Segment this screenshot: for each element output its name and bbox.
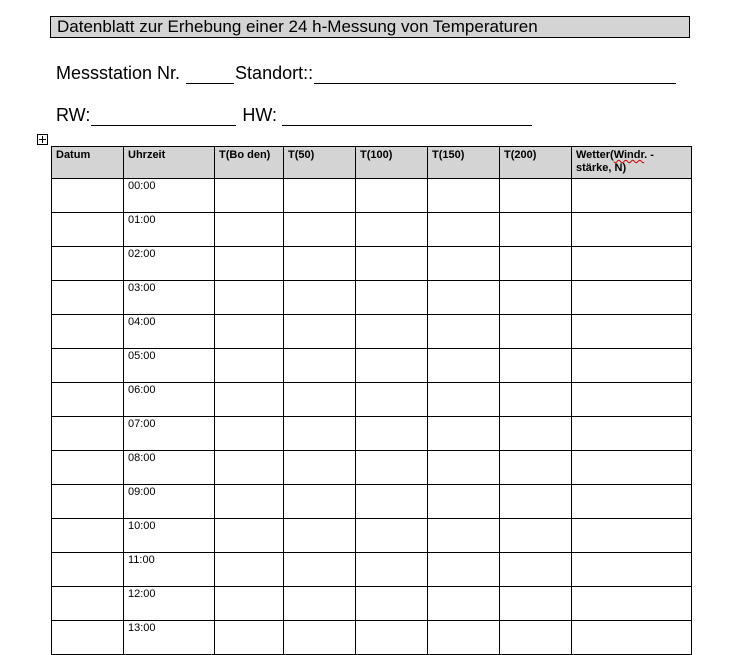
cell-uhrzeit[interactable]: 12:00	[124, 587, 215, 621]
station-label: Messstation Nr.	[56, 63, 181, 83]
standort-blank[interactable]	[314, 65, 676, 84]
table-body	[52, 179, 692, 655]
table-row	[52, 213, 692, 247]
table-row	[52, 179, 692, 213]
cell-t100[interactable]	[356, 281, 428, 315]
cell-t100[interactable]	[356, 587, 428, 621]
cell-t50[interactable]	[284, 281, 356, 315]
cell-t-boden[interactable]	[215, 553, 284, 587]
cell-wetter[interactable]	[572, 621, 692, 655]
cell-uhrzeit[interactable]: 09:00	[124, 485, 215, 519]
cell-datum[interactable]	[52, 281, 124, 315]
cell-t100[interactable]	[356, 621, 428, 655]
cell-wetter[interactable]	[572, 417, 692, 451]
cell-t-boden[interactable]	[215, 213, 284, 247]
cell-t100[interactable]	[356, 519, 428, 553]
cell-datum[interactable]	[52, 621, 124, 655]
cell-datum[interactable]	[52, 519, 124, 553]
table-row	[52, 451, 692, 485]
cell-uhrzeit[interactable]: 10:00	[124, 519, 215, 553]
cell-uhrzeit[interactable]: 01:00	[124, 213, 215, 247]
cell-datum[interactable]	[52, 213, 124, 247]
cell-t-boden[interactable]	[215, 281, 284, 315]
cell-t150[interactable]	[428, 485, 500, 519]
cell-t50[interactable]	[284, 451, 356, 485]
cell-t200[interactable]	[500, 417, 572, 451]
table-header-row	[52, 147, 692, 179]
cell-t100[interactable]	[356, 349, 428, 383]
cell-t50[interactable]	[284, 485, 356, 519]
hw-label: HW:	[242, 105, 278, 125]
cell-t200[interactable]	[500, 179, 572, 213]
cell-datum[interactable]	[52, 349, 124, 383]
cell-t100[interactable]	[356, 417, 428, 451]
cell-t200[interactable]	[500, 451, 572, 485]
cell-t50[interactable]	[284, 519, 356, 553]
cell-wetter[interactable]	[572, 519, 692, 553]
cell-t200[interactable]	[500, 213, 572, 247]
cell-t150[interactable]	[428, 349, 500, 383]
table-row	[52, 349, 692, 383]
cell-wetter[interactable]	[572, 383, 692, 417]
cell-t-boden[interactable]	[215, 247, 284, 281]
cell-t-boden[interactable]	[215, 621, 284, 655]
cell-uhrzeit[interactable]: 08:00	[124, 451, 215, 485]
cell-t-boden[interactable]	[215, 315, 284, 349]
cell-t50[interactable]	[284, 553, 356, 587]
cell-t200[interactable]	[500, 281, 572, 315]
cell-t150[interactable]	[428, 553, 500, 587]
header-wetter-part4: stärke, N)	[576, 162, 627, 174]
cell-t-boden[interactable]	[215, 587, 284, 621]
cell-datum[interactable]	[52, 179, 124, 213]
cell-t-boden[interactable]	[215, 179, 284, 213]
station-number-blank[interactable]	[186, 65, 234, 84]
cell-wetter[interactable]	[572, 213, 692, 247]
table-row	[52, 485, 692, 519]
cell-t50[interactable]	[284, 383, 356, 417]
cell-wetter[interactable]	[572, 553, 692, 587]
header-t-boden: T(Bo den)	[215, 147, 284, 179]
cell-t150[interactable]	[428, 213, 500, 247]
cell-wetter[interactable]	[572, 179, 692, 213]
cell-t200[interactable]	[500, 247, 572, 281]
cell-t50[interactable]	[284, 621, 356, 655]
cell-t-boden[interactable]	[215, 519, 284, 553]
cell-datum[interactable]	[52, 451, 124, 485]
cell-wetter[interactable]	[572, 587, 692, 621]
table-row	[52, 247, 692, 281]
table-row	[52, 587, 692, 621]
header-t50: T(50)	[284, 147, 356, 179]
coordinates-line	[56, 104, 533, 126]
table-row	[52, 519, 692, 553]
cell-t150[interactable]	[428, 621, 500, 655]
cell-t200[interactable]	[500, 587, 572, 621]
cell-t200[interactable]	[500, 553, 572, 587]
cell-t150[interactable]	[428, 247, 500, 281]
header-wetter-part1: Wetter(	[576, 149, 614, 161]
cell-t50[interactable]	[284, 587, 356, 621]
cell-uhrzeit[interactable]: 05:00	[124, 349, 215, 383]
cell-t200[interactable]	[500, 383, 572, 417]
table-row	[52, 281, 692, 315]
cell-wetter[interactable]	[572, 247, 692, 281]
table-row	[52, 315, 692, 349]
cell-uhrzeit[interactable]: 02:00	[124, 247, 215, 281]
header-wetter	[572, 147, 692, 179]
cell-t-boden[interactable]	[215, 349, 284, 383]
header-t100: T(100)	[356, 147, 428, 179]
cell-t200[interactable]	[500, 349, 572, 383]
cell-t100[interactable]	[356, 383, 428, 417]
cell-t-boden[interactable]	[215, 451, 284, 485]
cell-t50[interactable]	[284, 349, 356, 383]
cell-t100[interactable]	[356, 451, 428, 485]
cell-datum[interactable]	[52, 383, 124, 417]
header-t200: T(200)	[500, 147, 572, 179]
cell-t200[interactable]	[500, 485, 572, 519]
table-row	[52, 383, 692, 417]
standort-label: Standort::	[235, 63, 314, 83]
cell-datum[interactable]	[52, 485, 124, 519]
cell-t150[interactable]	[428, 451, 500, 485]
cell-t50[interactable]	[284, 315, 356, 349]
document-title: Datenblatt zur Erhebung einer 24 h-Messung von Temperaturen	[50, 16, 690, 38]
table-row	[52, 621, 692, 655]
cell-t200[interactable]	[500, 621, 572, 655]
station-line	[56, 62, 677, 84]
header-t150: T(150)	[428, 147, 500, 179]
cell-t150[interactable]	[428, 383, 500, 417]
cell-t200[interactable]	[500, 519, 572, 553]
cell-t150[interactable]	[428, 417, 500, 451]
cell-datum[interactable]	[52, 587, 124, 621]
cell-wetter[interactable]	[572, 315, 692, 349]
cell-t100[interactable]	[356, 485, 428, 519]
rw-label: RW:	[56, 105, 91, 125]
cell-uhrzeit[interactable]: 00:00	[124, 179, 215, 213]
cell-datum[interactable]	[52, 247, 124, 281]
cell-uhrzeit[interactable]: 13:00	[124, 621, 215, 655]
table-row	[52, 553, 692, 587]
cell-t200[interactable]	[500, 315, 572, 349]
cell-uhrzeit[interactable]: 03:00	[124, 281, 215, 315]
hw-blank[interactable]	[282, 107, 532, 126]
cell-t100[interactable]	[356, 179, 428, 213]
cell-t100[interactable]	[356, 315, 428, 349]
cell-t50[interactable]	[284, 179, 356, 213]
cell-t50[interactable]	[284, 213, 356, 247]
cell-uhrzeit[interactable]: 11:00	[124, 553, 215, 587]
measurement-table	[51, 146, 692, 655]
cell-uhrzeit[interactable]: 06:00	[124, 383, 215, 417]
cell-t100[interactable]	[356, 213, 428, 247]
cell-wetter[interactable]	[572, 485, 692, 519]
cell-t100[interactable]	[356, 553, 428, 587]
header-wetter-windr: Windr	[613, 149, 645, 161]
cell-t100[interactable]	[356, 247, 428, 281]
cell-datum[interactable]	[52, 553, 124, 587]
rw-blank[interactable]	[91, 107, 236, 126]
table-row	[52, 417, 692, 451]
cell-t50[interactable]	[284, 417, 356, 451]
cell-t50[interactable]	[284, 247, 356, 281]
cell-uhrzeit[interactable]: 07:00	[124, 417, 215, 451]
cell-t150[interactable]	[428, 179, 500, 213]
header-uhrzeit: Uhrzeit	[124, 147, 215, 179]
table-move-handle-icon[interactable]	[37, 134, 48, 145]
cell-t150[interactable]	[428, 315, 500, 349]
cell-datum[interactable]	[52, 315, 124, 349]
cell-t150[interactable]	[428, 587, 500, 621]
cell-wetter[interactable]	[572, 349, 692, 383]
cell-uhrzeit[interactable]: 04:00	[124, 315, 215, 349]
cell-wetter[interactable]	[572, 281, 692, 315]
cell-t150[interactable]	[428, 519, 500, 553]
header-wetter-part3: . -	[644, 149, 654, 161]
cell-t-boden[interactable]	[215, 417, 284, 451]
cell-t-boden[interactable]	[215, 485, 284, 519]
cell-t150[interactable]	[428, 281, 500, 315]
cell-t-boden[interactable]	[215, 383, 284, 417]
cell-wetter[interactable]	[572, 451, 692, 485]
header-datum: Datum	[52, 147, 124, 179]
cell-datum[interactable]	[52, 417, 124, 451]
